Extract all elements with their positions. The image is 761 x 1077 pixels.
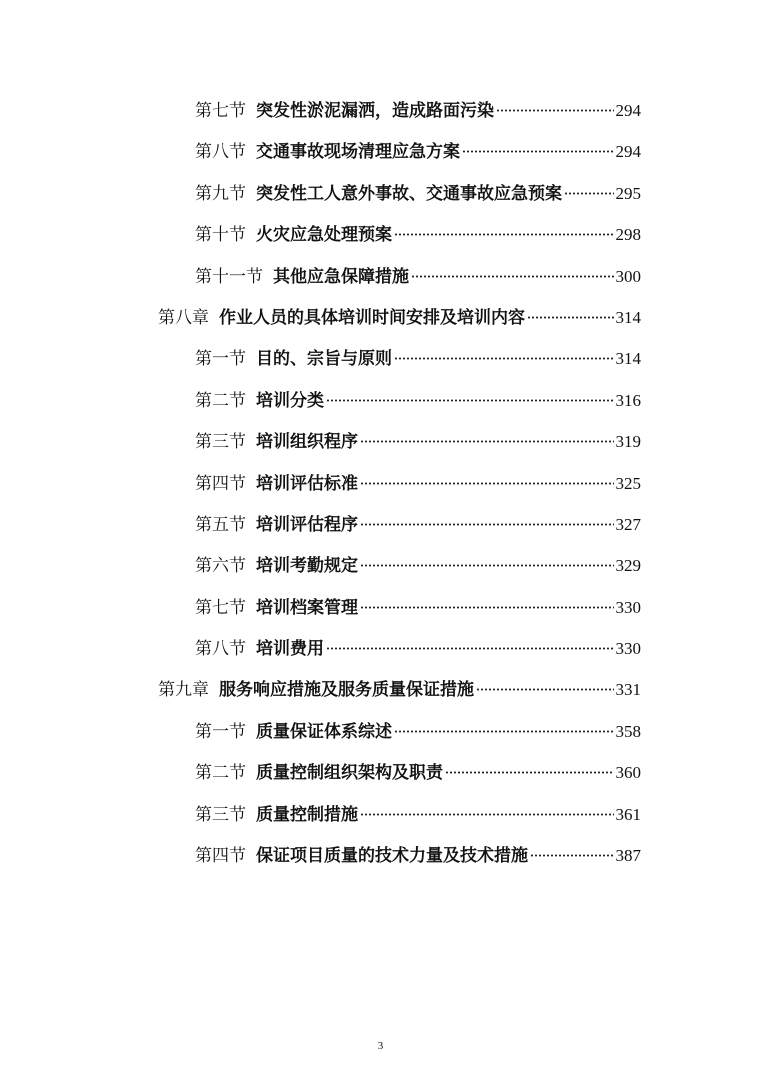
toc-chapter-entry[interactable] — [0, 297, 641, 338]
toc-entry-number: 第八节 — [195, 142, 246, 163]
toc-entry-number: 第七节 — [195, 597, 246, 618]
toc-entry-title: 目的、宗旨与原则 — [256, 349, 392, 370]
toc-entry[interactable] — [0, 463, 641, 504]
toc-entry-number: 第四节 — [195, 846, 246, 867]
toc-entry[interactable] — [0, 131, 641, 172]
toc-entry-title: 质量保证体系综述 — [256, 721, 392, 742]
toc-entry-number: 第一节 — [195, 721, 246, 742]
toc-entry-number: 第九节 — [195, 183, 246, 204]
dot-leader — [326, 647, 614, 650]
toc-chapter-entry[interactable] — [0, 669, 641, 710]
toc-entry-title: 保证项目质量的技术力量及技术措施 — [256, 846, 528, 867]
toc-entry-page: 295 — [615, 183, 641, 203]
dot-leader — [394, 357, 614, 360]
dot-leader — [326, 399, 614, 402]
toc-entry-number: 第五节 — [195, 514, 246, 535]
dot-leader — [360, 564, 614, 567]
toc-entry-page: 358 — [615, 721, 641, 741]
toc-entry[interactable] — [0, 587, 641, 628]
dot-leader — [360, 440, 614, 443]
toc-entry-number: 第三节 — [195, 804, 246, 825]
toc-entry-title: 质量控制措施 — [256, 804, 358, 825]
toc-entry-page: 331 — [615, 680, 641, 700]
toc-entry-page: 327 — [615, 514, 641, 534]
toc-entry-number: 第二节 — [195, 763, 246, 784]
toc-entry[interactable] — [0, 794, 641, 835]
toc-entry-title: 培训费用 — [256, 639, 324, 660]
toc-entry-page: 360 — [615, 763, 641, 783]
dot-leader — [445, 771, 614, 774]
toc-entry-page: 387 — [615, 846, 641, 866]
toc-entry-number: 第十节 — [195, 225, 246, 246]
toc-entry-number: 第六节 — [195, 556, 246, 577]
toc-entry-number: 第九章 — [158, 680, 209, 701]
toc-entry-page: 319 — [615, 432, 641, 452]
toc-entry-number: 第八节 — [195, 639, 246, 660]
dot-leader — [360, 813, 614, 816]
toc-entry[interactable] — [0, 380, 641, 421]
dot-leader — [564, 192, 614, 195]
toc-entry-title: 作业人员的具体培训时间安排及培训内容 — [219, 307, 525, 328]
toc-entry-page: 361 — [615, 804, 641, 824]
dot-leader — [530, 854, 614, 857]
toc-entry-title: 其他应急保障措施 — [273, 266, 409, 287]
toc-entry-title: 培训分类 — [256, 390, 324, 411]
toc-entry-page: 316 — [615, 390, 641, 410]
toc-entry-number: 第七节 — [195, 101, 246, 121]
toc-entry-page: 330 — [615, 639, 641, 659]
toc-entry-title: 服务响应措施及服务质量保证措施 — [219, 680, 474, 701]
toc-entry-title: 培训评估程序 — [256, 514, 358, 535]
toc-entry-page: 314 — [615, 307, 641, 327]
dot-leader — [394, 730, 614, 733]
toc-entry[interactable] — [0, 256, 641, 297]
toc-entry-title: 突发性工人意外事故、交通事故应急预案 — [256, 183, 562, 204]
dot-leader — [360, 482, 614, 485]
toc-entry-number: 第三节 — [195, 432, 246, 453]
toc-entry-title: 培训组织程序 — [256, 432, 358, 453]
toc-entry-title: 培训评估标准 — [256, 473, 358, 494]
toc-entry-page: 300 — [615, 266, 641, 286]
toc-entry-number: 第一节 — [195, 349, 246, 370]
toc-entry[interactable] — [0, 90, 641, 131]
toc-entry[interactable] — [0, 504, 641, 545]
table-of-contents — [0, 90, 761, 876]
toc-entry-page: 298 — [615, 225, 641, 245]
dot-leader — [462, 150, 614, 153]
dot-leader — [496, 109, 614, 112]
toc-entry-title: 培训档案管理 — [256, 597, 358, 618]
toc-entry-page: 294 — [615, 101, 641, 120]
toc-entry-page: 294 — [615, 142, 641, 162]
toc-entry[interactable] — [0, 628, 641, 669]
toc-entry[interactable] — [0, 545, 641, 586]
toc-entry[interactable] — [0, 711, 641, 752]
toc-entry-number: 第八章 — [158, 307, 209, 328]
toc-entry-number: 第十一节 — [195, 266, 263, 287]
toc-entry-title: 火灾应急处理预案 — [256, 225, 392, 246]
toc-entry[interactable] — [0, 421, 641, 462]
toc-entry-number: 第四节 — [195, 473, 246, 494]
toc-entry-title: 突发性淤泥漏洒，造成路面污染 — [256, 101, 494, 121]
page-number: 3 — [377, 1040, 384, 1052]
toc-entry-page: 314 — [615, 349, 641, 369]
toc-entry[interactable] — [0, 835, 641, 876]
dot-leader — [360, 523, 614, 526]
toc-entry-number: 第二节 — [195, 390, 246, 411]
toc-entry-title: 质量控制组织架构及职责 — [256, 763, 443, 784]
toc-entry[interactable] — [0, 338, 641, 379]
dot-leader — [527, 316, 614, 319]
toc-entry-page: 329 — [615, 556, 641, 576]
toc-entry[interactable] — [0, 214, 641, 255]
toc-entry-page: 330 — [615, 597, 641, 617]
dot-leader — [360, 606, 614, 609]
toc-entry[interactable] — [0, 752, 641, 793]
toc-entry-title: 交通事故现场清理应急方案 — [256, 142, 460, 163]
dot-leader — [411, 275, 614, 278]
toc-entry-page: 325 — [615, 473, 641, 493]
dot-leader — [394, 233, 614, 236]
dot-leader — [476, 688, 614, 691]
toc-entry[interactable] — [0, 173, 641, 214]
toc-entry-title: 培训考勤规定 — [256, 556, 358, 577]
